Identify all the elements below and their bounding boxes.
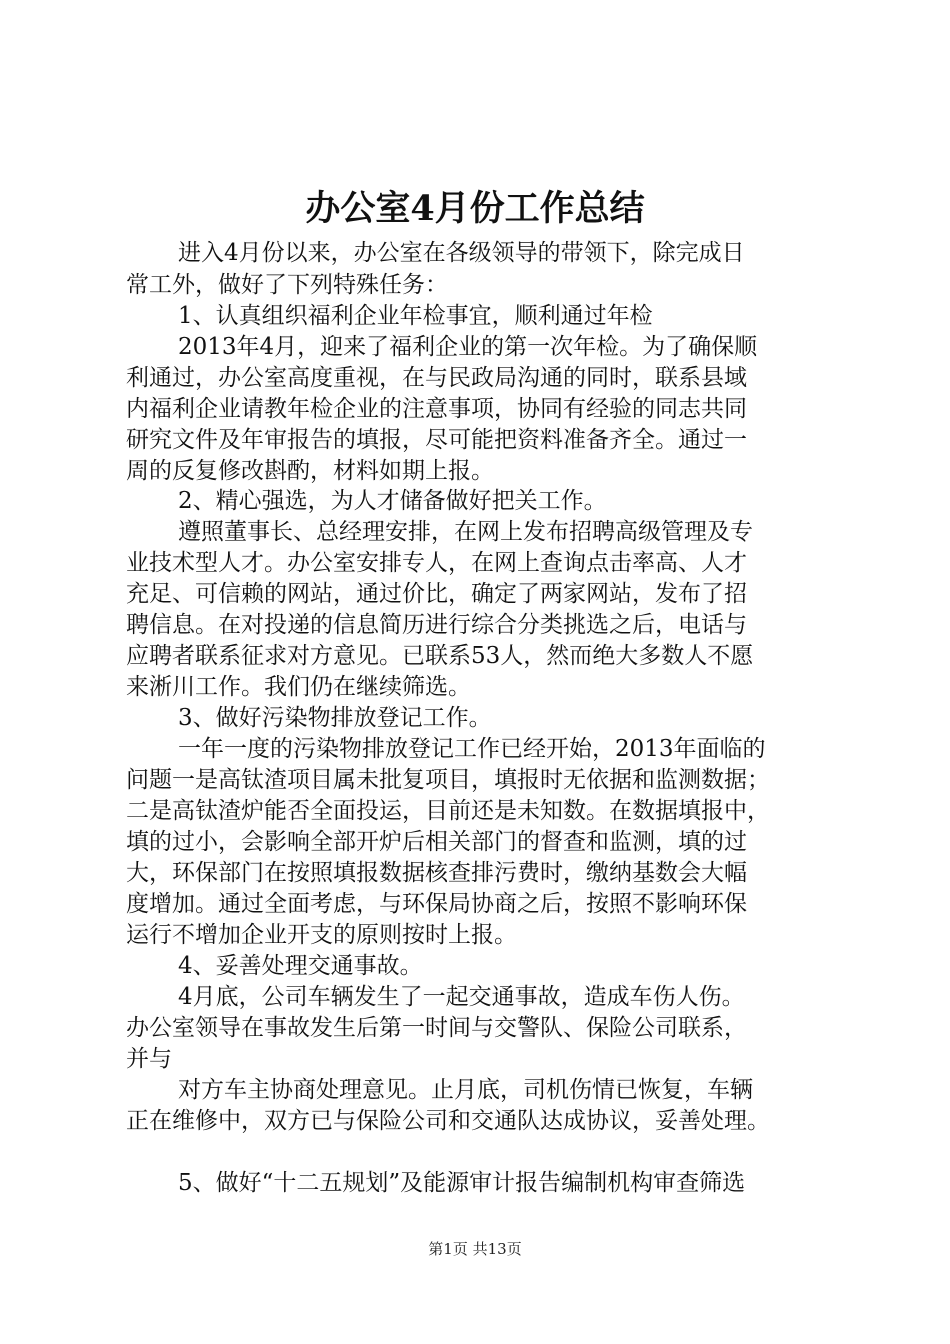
- paragraph-line: 4月底，公司车辆发生了一起交通事故，造成车伤人伤。: [178, 984, 745, 1010]
- paragraph-line: 来淅川工作。我们仍在继续筛选。: [126, 674, 471, 700]
- paragraph-line: 利通过，办公室高度重视，在与民政局沟通的同时，联系县域: [126, 365, 747, 391]
- paragraph-line: 一年一度的污染物排放登记工作已经开始，2013年面临的: [178, 736, 766, 762]
- paragraph-line: 进入4月份以来，办公室在各级领导的带领下，除完成日: [178, 240, 745, 266]
- paragraph-line: 充足、可信赖的网站，通过价比，确定了两家网站，发布了招: [126, 581, 747, 607]
- document-title: 办公室4月份工作总结: [305, 188, 645, 229]
- paragraph-line: 内福利企业请教年检企业的注意事项，协同有经验的同志共同: [126, 396, 747, 422]
- paragraph-line: 度增加。通过全面考虑，与环保局协商之后，按照不影响环保: [126, 891, 747, 917]
- section-heading: 5、做好“十二五规划”及能源审计报告编制机构审查筛选: [178, 1170, 746, 1196]
- paragraph-line: 2013年4月，迎来了福利企业的第一次年检。为了确保顺: [178, 334, 758, 360]
- paragraph-line: 遵照董事长、总经理安排，在网上发布招聘高级管理及专: [178, 519, 753, 545]
- paragraph-line: 对方车主协商处理意见。止月底，司机伤情已恢复，车辆: [178, 1077, 753, 1103]
- section-heading: 3、做好污染物排放登记工作。: [178, 705, 492, 731]
- paragraph-line: 大，环保部门在按照填报数据核查排污费时，缴纳基数会大幅: [126, 860, 747, 886]
- section-heading: 2、精心强选，为人才储备做好把关工作。: [178, 488, 607, 514]
- page-number: 第1页 共13页: [428, 1240, 522, 1258]
- paragraph-line: 应聘者联系征求对方意见。已联系53人，然而绝大多数人不愿: [126, 643, 754, 669]
- paragraph-line: 研究文件及年审报告的填报，尽可能把资料准备齐全。通过一: [126, 427, 747, 453]
- paragraph-line: 填的过小，会影响全部开炉后相关部门的督查和监测，填的过: [126, 829, 747, 855]
- paragraph-line: 正在维修中，双方已与保险公司和交通队达成协议，妥善处理。: [126, 1108, 770, 1134]
- paragraph-line: 问题一是高钛渣项目属未批复项目，填报时无依据和监测数据；: [126, 767, 770, 793]
- section-heading: 1、认真组织福利企业年检事宜，顺利通过年检: [178, 303, 653, 329]
- paragraph-line: 办公室领导在事故发生后第一时间与交警队、保险公司联系，: [126, 1015, 747, 1041]
- paragraph-line: 聘信息。在对投递的信息简历进行综合分类挑选之后，电话与: [126, 612, 747, 638]
- paragraph-line: 业技术型人才。办公室安排专人，在网上查询点击率高、人才: [126, 550, 747, 576]
- paragraph-line: 常工外，做好了下列特殊任务：: [126, 272, 448, 298]
- paragraph-line: 二是高钛渣炉能否全面投运，目前还是未知数。在数据填报中，: [126, 798, 770, 824]
- paragraph-line: 周的反复修改斟酌，材料如期上报。: [126, 458, 494, 484]
- section-heading: 4、妥善处理交通事故。: [178, 953, 423, 979]
- paragraph-line: 运行不增加企业开支的原则按时上报。: [126, 922, 517, 948]
- paragraph-line: 并与: [126, 1046, 172, 1072]
